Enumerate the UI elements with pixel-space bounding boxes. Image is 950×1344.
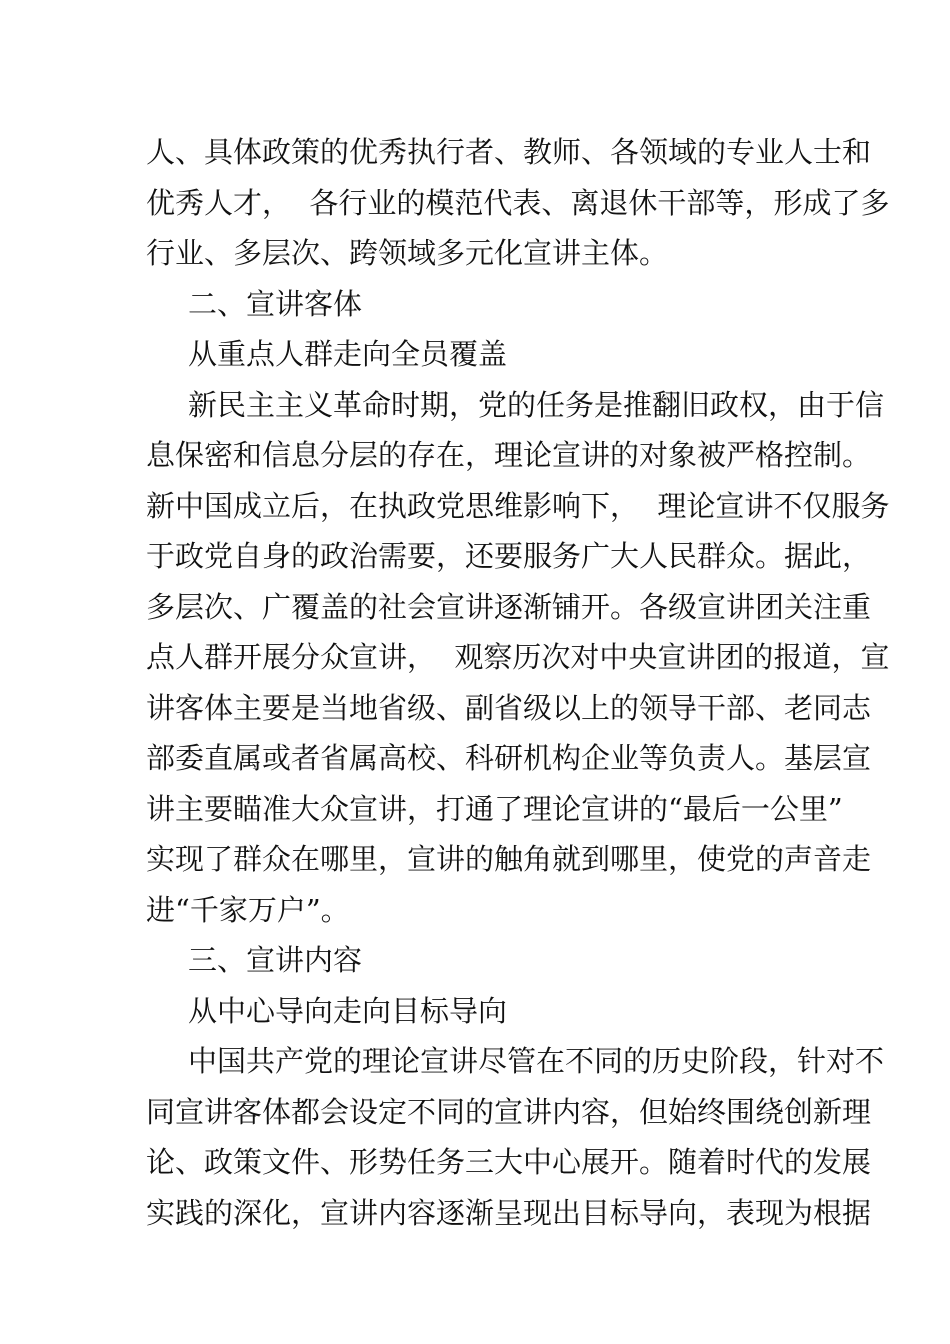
text-line: 息保密和信息分层的存在，理论宣讲的对象被严格控制。 <box>146 438 872 472</box>
text-line: 优秀人才， 各行业的模范代表、离退休干部等，形成了多 <box>146 185 890 220</box>
section-heading: 三、宣讲内容 <box>188 943 363 977</box>
text-line: 行业、多层次、跨领域多元化宣讲主体。 <box>146 236 669 270</box>
section-subheading: 从重点人群走向全员覆盖 <box>188 337 508 371</box>
text-line: 论、政策文件、形势任务三大中心展开。随着时代的发展 <box>146 1145 872 1179</box>
text-line: 同宣讲客体都会设定不同的宣讲内容，但始终围绕创新理 <box>146 1094 872 1129</box>
text-line: 人、具体政策的优秀执行者、教师、各领域的专业人士和 <box>146 135 872 169</box>
text-line: 讲客体主要是当地省级、副省级以上的领导干部、老同志 <box>146 690 872 725</box>
text-line: 于政党自身的政治需要，还要服务广大人民群众。据此， <box>146 539 872 573</box>
text-line: 点人群开展分众宣讲， 观察历次对中央宣讲团的报道，宣 <box>146 640 890 674</box>
text-line: 讲主要瞄准大众宣讲，打通了理论宣讲的“最后一公里” <box>146 791 843 826</box>
text-line: 实践的深化，宣讲内容逐渐呈现出目标导向，表现为根据 <box>146 1195 872 1230</box>
body-text <box>146 127 890 1238</box>
paragraph-start-line: 中国共产党的理论宣讲尽管在不同的历史阶段，针对不 <box>188 1044 885 1078</box>
text-line: 新中国成立后，在执政党思维影响下， 理论宣讲不仅服务 <box>146 488 890 523</box>
section-subheading: 从中心导向走向目标导向 <box>188 993 508 1028</box>
section-heading: 二、宣讲客体 <box>188 286 363 321</box>
text-line: 多层次、广覆盖的社会宣讲逐渐铺开。各级宣讲团关注重 <box>146 589 872 624</box>
text-line: 实现了群众在哪里，宣讲的触角就到哪里，使党的声音走 <box>146 842 872 876</box>
text-line: 部委直属或者省属高校、科研机构企业等负责人。基层宣 <box>146 741 872 775</box>
text-line: 进“千家万户”。 <box>146 892 350 927</box>
paragraph-start-line: 新民主主义革命时期，党的任务是推翻旧政权，由于信 <box>188 387 885 422</box>
